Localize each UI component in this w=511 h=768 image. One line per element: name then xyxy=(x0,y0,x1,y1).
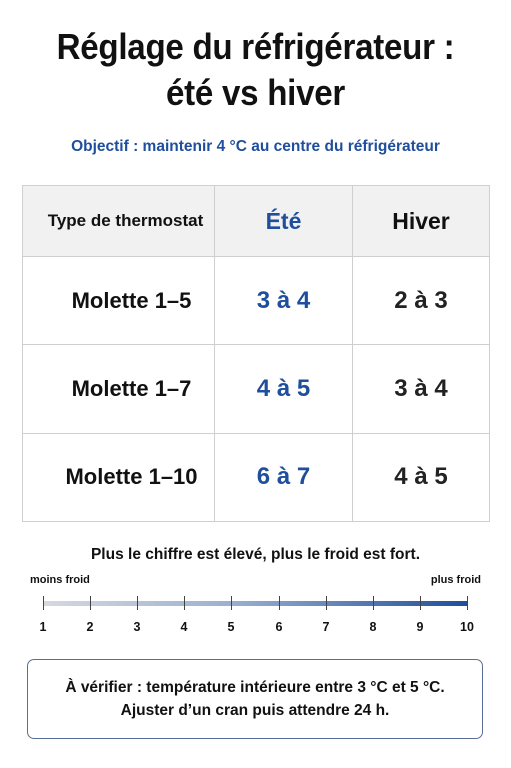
header-ete: Été xyxy=(215,186,353,257)
note-line-adjust: Ajuster d’un cran puis attendre 24 h. xyxy=(120,702,390,719)
scale-left-label: moins froid xyxy=(30,574,90,586)
table-row xyxy=(23,257,490,345)
table-row xyxy=(23,345,490,433)
title-line-1: Réglage du réfrigérateur : xyxy=(56,26,455,67)
scale-tick xyxy=(326,596,327,610)
value-hiver: 3 à 4 xyxy=(353,345,490,433)
value-ete: 4 à 5 xyxy=(215,345,353,433)
row-label: Molette 1–5 xyxy=(23,257,215,345)
scale-tick xyxy=(43,596,44,610)
table-header-row xyxy=(23,186,490,257)
scale-tick xyxy=(137,596,138,610)
scale-tick-label: 4 xyxy=(180,620,188,634)
table-row xyxy=(23,433,490,521)
scale-tick xyxy=(184,596,185,610)
scale-tick-label: 6 xyxy=(275,620,283,634)
scale-right-label: plus froid xyxy=(430,574,481,586)
note-line-check: À vérifier : température intérieure entre 3 °C et 5 °C. xyxy=(65,679,445,696)
header-type: Type de thermostat xyxy=(23,186,215,257)
scale-gradient-bar xyxy=(43,601,467,606)
scale-tick xyxy=(373,596,374,610)
scale-caption: Plus le chiffre est élevé, plus le froid est fort. xyxy=(90,546,421,563)
page-title xyxy=(20,24,490,116)
value-ete: 3 à 4 xyxy=(215,257,353,345)
scale-tick xyxy=(231,596,232,610)
scale-tick-label: 8 xyxy=(369,620,377,634)
scale-tick-label: 3 xyxy=(133,620,141,634)
value-hiver: 4 à 5 xyxy=(353,433,490,521)
scale-tick xyxy=(90,596,91,610)
value-ete: 6 à 7 xyxy=(215,433,353,521)
thermostat-table xyxy=(22,185,490,522)
scale-tick-label: 10 xyxy=(460,620,474,634)
scale-tick-label: 2 xyxy=(86,620,94,634)
value-hiver: 2 à 3 xyxy=(353,257,490,345)
subtitle-objective: Objectif : maintenir 4 °C au centre du réfrigérateur xyxy=(71,138,440,155)
note-box xyxy=(27,659,483,739)
scale-tick xyxy=(279,596,280,610)
title-line-2: été vs hiver xyxy=(166,72,345,113)
row-label: Molette 1–7 xyxy=(23,345,215,433)
scale-tick xyxy=(420,596,421,610)
scale-tick xyxy=(467,596,468,610)
scale-tick-label: 9 xyxy=(416,620,424,634)
scale-tick-label: 1 xyxy=(39,620,47,634)
header-hiver: Hiver xyxy=(353,186,490,257)
row-label: Molette 1–10 xyxy=(23,433,215,521)
scale-tick-label: 7 xyxy=(322,620,330,634)
scale-tick-label: 5 xyxy=(227,620,235,634)
